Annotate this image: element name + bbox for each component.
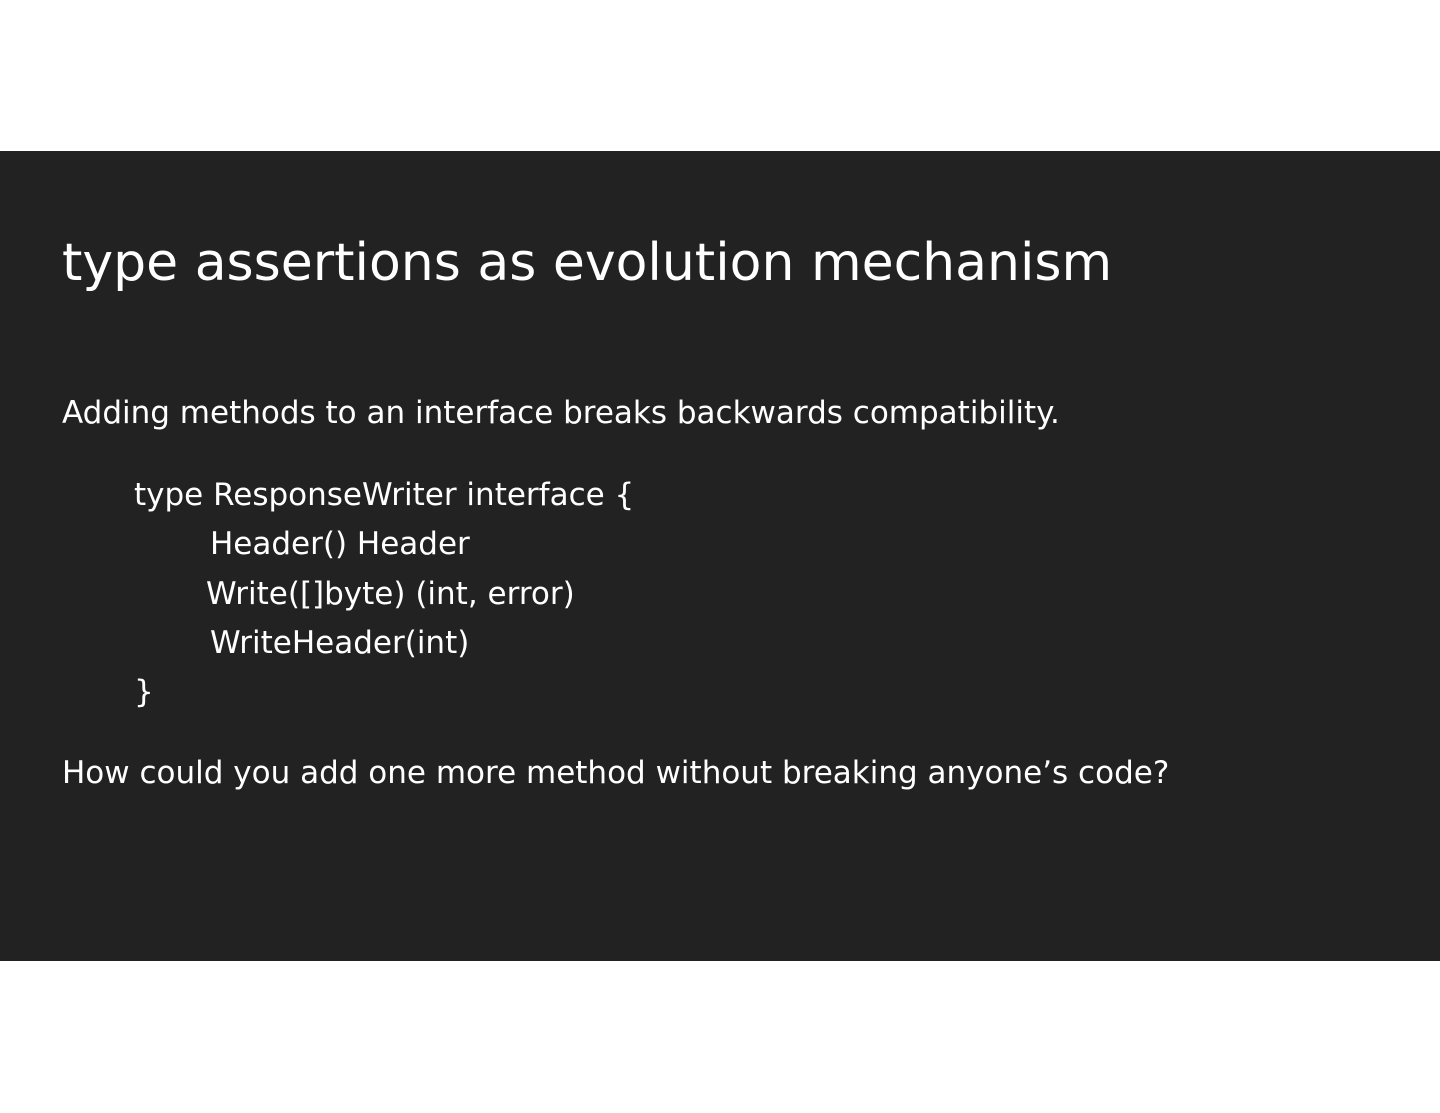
question-text: How could you add one more method without breaking anyone’s code? [62,755,1170,791]
intro-text: Adding methods to an interface breaks backwards compatibility. [62,395,1060,431]
code-line-writeheader: WriteHeader(int) [210,625,470,661]
code-line-header: Header() Header [210,526,470,562]
slide [0,151,1440,961]
code-line-write: Write([]byte) (int, error) [206,576,575,612]
code-line-interface-open: type ResponseWriter interface { [134,477,635,513]
code-line-interface-close: } [134,674,154,710]
slide-title: type assertions as evolution mechanism [62,233,1113,293]
